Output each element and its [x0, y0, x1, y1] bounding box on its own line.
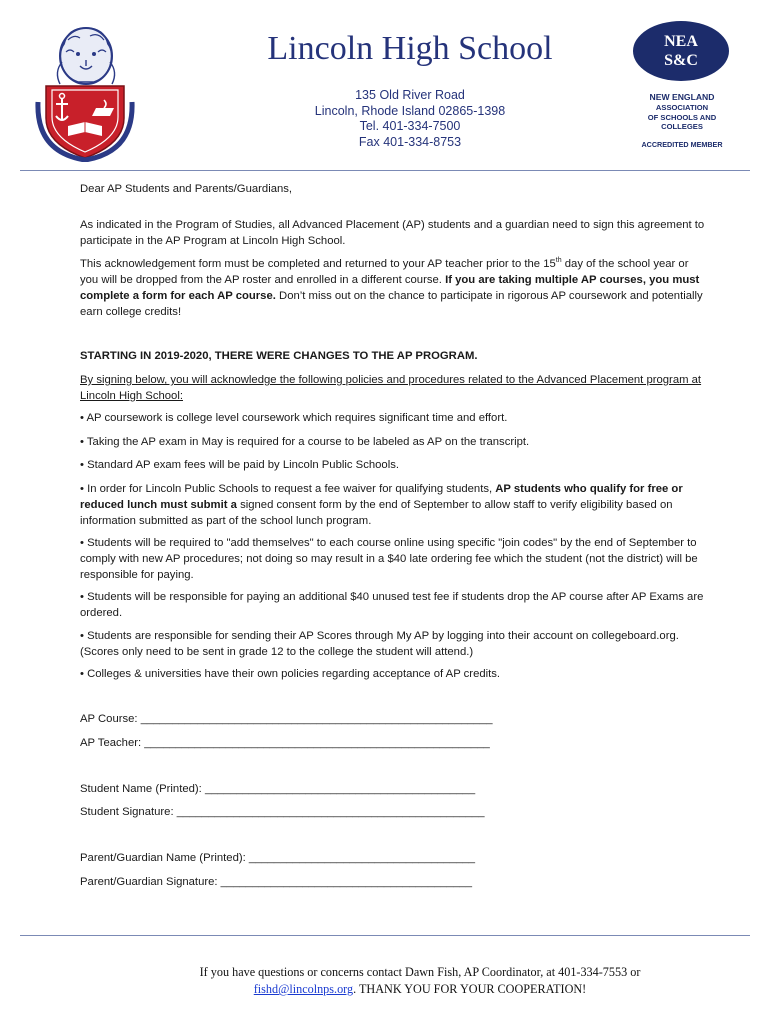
fee-waiver-bold: AP students who qualify for free or reduced lunch must submit a: [80, 483, 683, 511]
footer-divider: [20, 935, 750, 936]
school-name-title: Lincoln High School: [267, 30, 553, 67]
student-signature-field[interactable]: Student Signature: _________________________________________________: [80, 806, 485, 818]
coordinator-email-link[interactable]: fishd@lincolnps.org: [253, 982, 354, 996]
badge-line-1: NEA: [664, 33, 698, 50]
neasc-line-3: OF SCHOOLS AND: [647, 112, 717, 122]
neasc-badge-logo: [632, 20, 730, 82]
footer-line-1: If you have questions or concerns contact Dawn Fish, AP Coordinator, at 401-334-7553 or: [199, 965, 641, 979]
changes-heading: STARTING IN 2019-2020, THERE WERE CHANGES TO THE AP PROGRAM.: [80, 350, 478, 362]
fee-waiver-b: signed consent form by the end of September to allow staff to verify eligibility based on information submitted as part of the school lunch program.: [80, 499, 673, 527]
ack-text-a: This acknowledgement form must be completed and returned to your AP teacher prior to the 15: [80, 258, 556, 270]
policy-bullet-6: • Students will be responsible for paying an additional $40 unused test fee if students drop the AP course after AP Exams are ordered.: [80, 591, 704, 619]
policy-bullet-8: • Colleges & universities have their own policies regarding acceptance of AP credits.: [80, 668, 501, 680]
policy-bullet-3: • Standard AP exam fees will be paid by Lincoln Public Schools.: [80, 459, 399, 471]
policy-bullet-5: • Students will be required to "add themselves" to each course online using specific "join codes" by the end of September to comply with new AP procedures; not doing so may result in a $40 late ordering fee which the student (not the district) will be responsible for paying.: [80, 537, 698, 581]
address-line-fax: Fax 401-334-8753: [358, 134, 462, 149]
parent-signature-field[interactable]: Parent/Guardian Signature: ________________________________________: [80, 876, 472, 888]
acknowledgement-paragraph: [80, 256, 708, 320]
fee-waiver-text: [80, 481, 708, 529]
neasc-org-name: [624, 93, 740, 132]
address-line-phone: Tel. 401-334-7500: [359, 119, 461, 133]
ap-teacher-field[interactable]: AP Teacher: _______________________________________________________: [80, 737, 490, 749]
acknowledge-intro: By signing below, you will acknowledge the following policies and procedures related to the Advanced Placement program at Lincoln High School:: [80, 374, 702, 402]
accredited-member-label: ACCREDITED MEMBER: [641, 140, 723, 149]
ordinal-suffix: th: [555, 257, 562, 265]
salutation: Dear AP Students and Parents/Guardians,: [80, 183, 293, 195]
neasc-line-1: NEW ENGLAND: [649, 92, 715, 102]
thank-you-text: . THANK YOU FOR YOUR COOPERATION!: [353, 982, 587, 996]
ack-text-b: day of the school year or you will be dropped from the AP roster and enrolled in a different course.: [80, 258, 689, 286]
neasc-line-4: COLLEGES: [661, 122, 703, 132]
intro-text: As indicated in the Program of Studies, all Advanced Placement (AP) students and a guardian need to sign this agreement to participate in the AP Program at Lincoln High School.: [80, 219, 705, 247]
ack-paragraph-text: [80, 256, 708, 320]
policy-bullet-7: • Students are responsible for sending their AP Scores through My AP by logging into their account on collegeboard.org. (Scores only need to be sent in grade 12 to the college the student will attend.): [80, 630, 679, 658]
policy-bullet-1: • AP coursework is college level coursework which requires significant time and effort.: [80, 412, 508, 424]
intro-paragraph: [80, 217, 708, 249]
policy-bullet-2: • Taking the AP exam in May is required for a course to be labeled as AP on the transcript.: [80, 436, 530, 448]
school-crest-logo: [34, 22, 136, 162]
address-line-city: Lincoln, Rhode Island 02865-1398: [314, 103, 506, 118]
ack-text-c: Don’t miss out on the chance to participate in rigorous AP coursework and potentially earn college credits!: [80, 290, 703, 318]
student-name-field[interactable]: Student Name (Printed): ___________________________________________: [80, 783, 476, 795]
footer-line-2: [150, 981, 690, 998]
ap-course-field[interactable]: AP Course: ________________________________________________________: [80, 713, 493, 725]
header-divider: [20, 170, 750, 171]
footer-contact: [150, 964, 690, 998]
address-line-street: 135 Old River Road: [355, 88, 465, 102]
multiple-courses-notice: If you are taking multiple AP courses, you must complete a form for each AP course.: [80, 274, 700, 302]
school-address: [290, 88, 530, 150]
badge-line-2: S&C: [664, 52, 698, 69]
neasc-line-2: ASSOCIATION: [655, 102, 709, 112]
fee-waiver-a: • In order for Lincoln Public Schools to request a fee waiver for qualifying students,: [80, 483, 496, 495]
parent-name-field[interactable]: Parent/Guardian Name (Printed): ____________________________________: [80, 852, 476, 864]
policy-bullet-4: [80, 481, 708, 529]
